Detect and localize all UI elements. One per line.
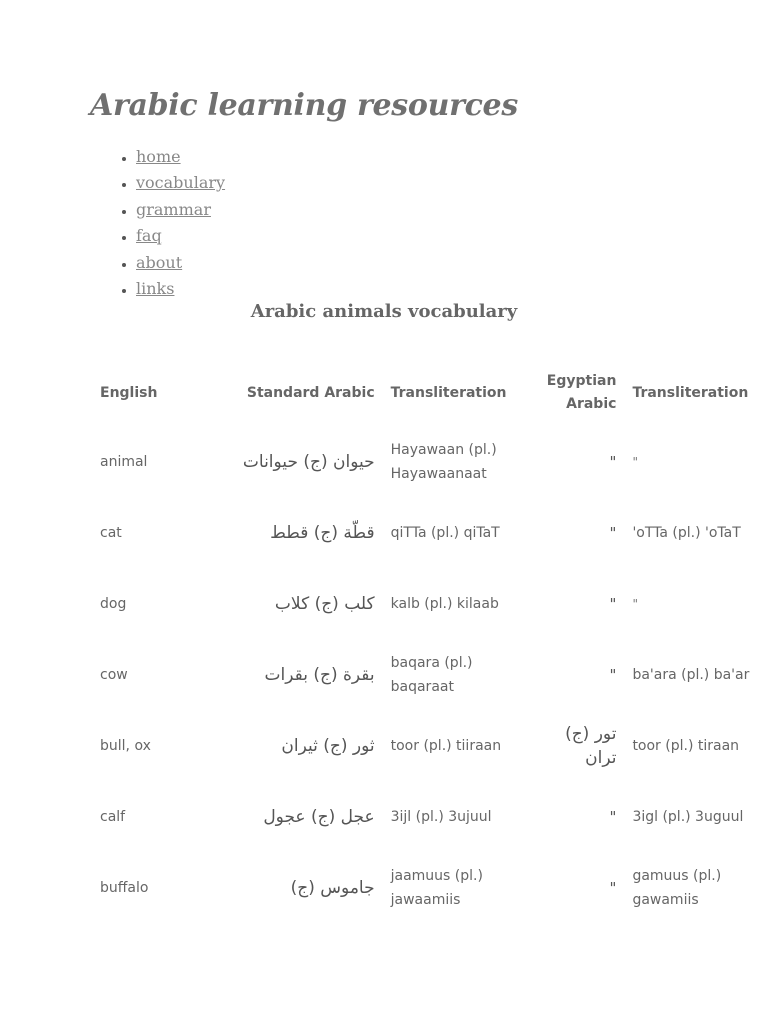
nav-item-grammar — [136, 197, 225, 223]
nav-link-about[interactable]: about — [136, 252, 183, 272]
vocabulary-table — [92, 360, 768, 923]
nav-item-links — [136, 276, 225, 302]
table-body — [92, 426, 768, 923]
nav-link-grammar[interactable]: grammar — [136, 199, 211, 219]
cell-english-text: calf — [100, 808, 126, 825]
cell-english — [92, 426, 205, 497]
table-row — [92, 852, 768, 923]
cell-egyptian-arabic — [526, 710, 624, 781]
cell-standard-arabic — [205, 497, 382, 568]
cell-english — [92, 639, 205, 710]
table-row — [92, 639, 768, 710]
table-row — [92, 710, 768, 781]
nav-link-faq[interactable]: faq — [136, 226, 162, 246]
cell-english-text: dog — [100, 595, 127, 612]
header-egyptian-arabic: Egyptian Arabic — [546, 373, 617, 412]
nav-item-faq — [136, 223, 225, 249]
cell-egyptian-arabic-text: " — [609, 523, 617, 542]
cell-standard-arabic — [205, 426, 382, 497]
cell-egyptian-transliteration — [624, 781, 768, 852]
cell-standard-arabic — [205, 639, 382, 710]
cell-transliteration-text: qiTTa (pl.) qiTaT — [390, 524, 500, 541]
cell-egyptian-transliteration — [624, 639, 768, 710]
header-transliteration: Transliteration — [390, 384, 507, 401]
header-english: English — [100, 384, 158, 401]
cell-egyptian-arabic-text: " — [609, 594, 617, 613]
cell-egyptian-transliteration-text: " — [632, 454, 638, 469]
section-title: Arabic animals vocabulary — [250, 301, 518, 322]
cell-egyptian-arabic — [526, 426, 624, 497]
cell-egyptian-transliteration — [624, 497, 768, 568]
nav-menu — [110, 144, 225, 302]
cell-egyptian-arabic — [526, 639, 624, 710]
cell-egyptian-transliteration-text: " — [632, 596, 638, 611]
nav-link-vocabulary[interactable]: vocabulary — [136, 173, 226, 193]
cell-standard-arabic — [205, 852, 382, 923]
cell-standard-arabic-text: جاموس (ج) — [290, 877, 375, 898]
cell-egyptian-transliteration-text: 'oTTa (pl.) 'oTaT — [632, 524, 741, 541]
cell-transliteration — [383, 568, 527, 639]
cell-egyptian-transliteration-text: ba'ara (pl.) ba'ar — [632, 666, 750, 683]
cell-standard-arabic — [205, 568, 382, 639]
cell-standard-arabic — [205, 710, 382, 781]
cell-english-text: animal — [100, 453, 148, 470]
cell-english-text: cat — [100, 524, 122, 541]
cell-transliteration — [383, 852, 527, 923]
cell-egyptian-transliteration — [624, 710, 768, 781]
cell-transliteration-text: Hayawaan (pl.) Hayawaanaat — [390, 441, 497, 482]
nav-item-about — [136, 250, 225, 276]
cell-standard-arabic-text: حيوان (ج) حيوانات — [242, 451, 375, 472]
cell-transliteration — [383, 710, 527, 781]
header-standard-arabic: Standard Arabic — [246, 384, 375, 401]
cell-transliteration-text: kalb (pl.) kilaab — [390, 595, 499, 612]
table-header-row — [92, 360, 768, 426]
cell-transliteration-text: baqara (pl.) baqaraat — [390, 654, 473, 695]
table-row — [92, 781, 768, 852]
cell-egyptian-transliteration-text: 3igl (pl.) 3uguul — [632, 808, 744, 825]
cell-english-text: bull, ox — [100, 737, 151, 754]
cell-egyptian-arabic-text: تور (ج) تران — [565, 723, 617, 768]
cell-egyptian-arabic — [526, 497, 624, 568]
cell-transliteration — [383, 781, 527, 852]
cell-egyptian-arabic — [526, 852, 624, 923]
cell-egyptian-arabic-text: " — [609, 807, 617, 826]
cell-egyptian-arabic — [526, 781, 624, 852]
cell-english — [92, 497, 205, 568]
cell-transliteration-text: jaamuus (pl.) jawaamiis — [390, 867, 483, 908]
cell-transliteration-text: 3ijl (pl.) 3ujuul — [390, 808, 492, 825]
cell-standard-arabic — [205, 781, 382, 852]
cell-english — [92, 781, 205, 852]
cell-egyptian-transliteration-text: gamuus (pl.) gawamiis — [632, 867, 722, 908]
cell-egyptian-transliteration — [624, 568, 768, 639]
nav-link-home[interactable]: home — [136, 147, 181, 166]
cell-english-text: cow — [100, 666, 128, 683]
cell-transliteration — [383, 639, 527, 710]
cell-english — [92, 710, 205, 781]
cell-egyptian-transliteration — [624, 426, 768, 497]
site-title: Arabic learning resources — [90, 88, 518, 123]
cell-egyptian-arabic — [526, 568, 624, 639]
cell-standard-arabic-text: عجل (ج) عجول — [263, 806, 375, 827]
nav-item-home — [136, 144, 225, 170]
cell-standard-arabic-text: قطّة (ج) قطط — [270, 522, 375, 543]
cell-standard-arabic-text: ثور (ج) ثيران — [281, 735, 375, 756]
cell-egyptian-transliteration-text: toor (pl.) tiraan — [632, 737, 740, 754]
cell-english — [92, 852, 205, 923]
header-egyptian-transliteration: Transliteration — [632, 384, 749, 401]
cell-transliteration — [383, 426, 527, 497]
cell-transliteration — [383, 497, 527, 568]
table-row — [92, 497, 768, 568]
cell-egyptian-arabic-text: " — [609, 665, 617, 684]
cell-egyptian-transliteration — [624, 852, 768, 923]
table-row — [92, 426, 768, 497]
table-row — [92, 568, 768, 639]
cell-standard-arabic-text: بقرة (ج) بقرات — [264, 664, 375, 685]
nav-link-links[interactable]: links — [136, 279, 175, 299]
cell-english-text: buffalo — [100, 879, 149, 896]
cell-egyptian-arabic-text: " — [609, 452, 617, 471]
cell-transliteration-text: toor (pl.) tiiraan — [390, 737, 502, 754]
nav-item-vocabulary — [136, 170, 225, 196]
cell-egyptian-arabic-text: " — [609, 878, 617, 897]
cell-english — [92, 568, 205, 639]
cell-standard-arabic-text: كلب (ج) كلاب — [274, 593, 375, 614]
